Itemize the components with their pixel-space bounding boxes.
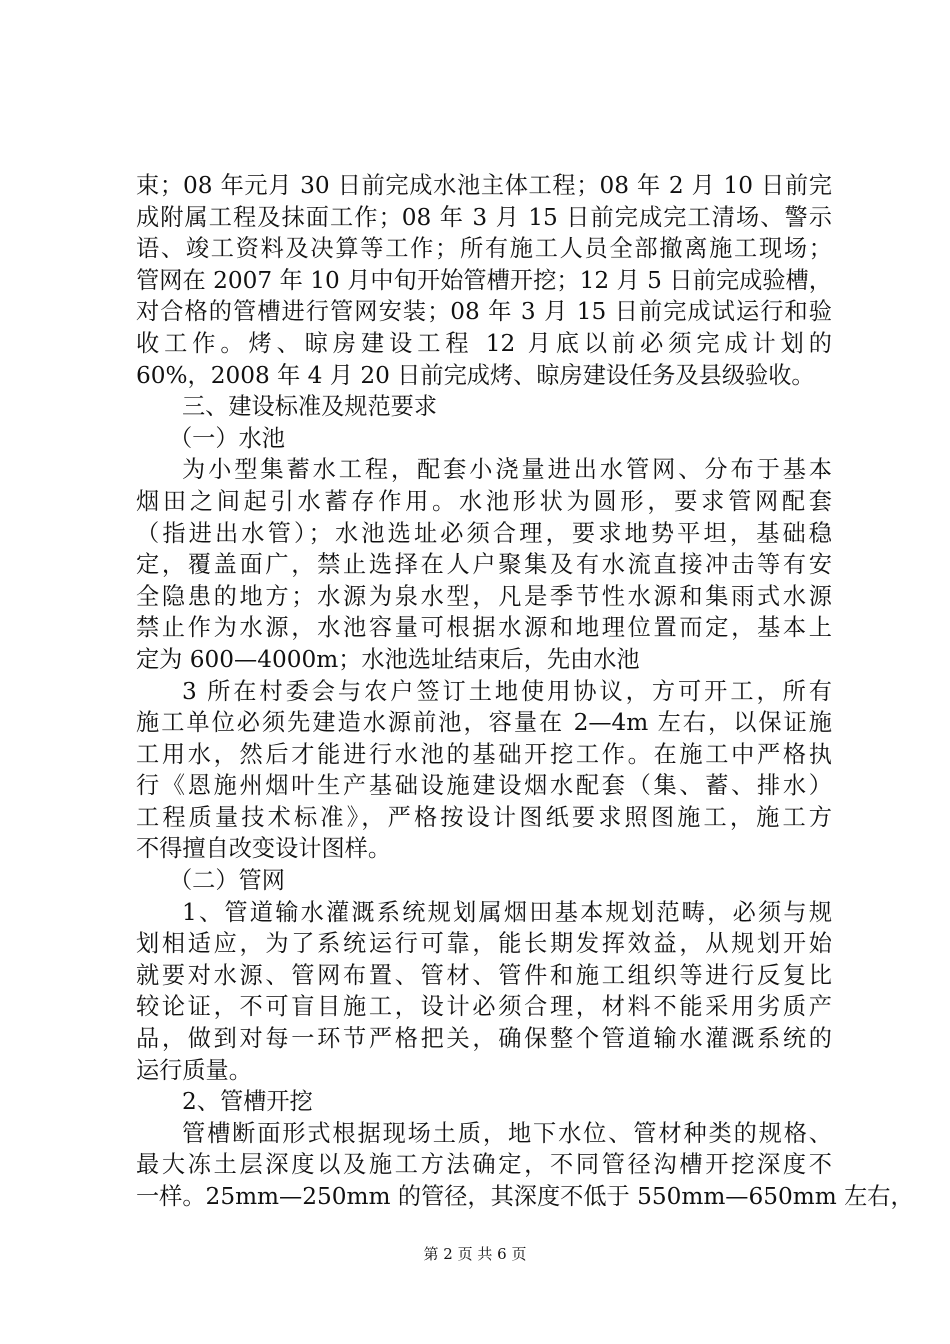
text-line: 品，做到对每一环节严格把关，确保整个管道输水灌溉系统的 (136, 1025, 832, 1053)
page-number: 第 2 页 共 6 页 (423, 1245, 527, 1263)
text-line: 烟田之间起引水蓄存作用。水池形状为圆形，要求管网配套 (136, 487, 832, 515)
text-line: 60%，2008 年 4 月 20 日前完成烤、晾房建设任务及县级验收。 (136, 361, 815, 389)
document-body (136, 170, 914, 1213)
text-line: 定为 600—4000m；水池选址结束后，先由水池 (136, 645, 640, 673)
text-line: 运行质量。 (136, 1056, 252, 1084)
text-line: 较论证，不可盲目施工，设计必须合理，材料不能采用劣质产 (136, 993, 832, 1021)
text-line: 一样。25mm—250mm 的管径，其深度不低于 550mm—650mm 左右， (136, 1183, 914, 1210)
text-line: 全隐患的地方；水源为泉水型，凡是季节性水源和集雨式水源 (136, 582, 832, 610)
text-line: 管槽断面形式根据现场土质，地下水位、管材种类的规格、 (182, 1119, 832, 1147)
text-line: 对合格的管槽进行管网安装；08 年 3 月 15 日前完成试运行和验 (136, 298, 832, 326)
text-line: 施工单位必须先建造水源前池，容量在 2—4m 左右，以保证施 (136, 709, 832, 737)
text-line: （指进出水管）；水池选址必须合理，要求地势平坦，基础稳 (136, 519, 832, 547)
text-line: 工用水，然后才能进行水池的基础开挖工作。在施工中严格执 (136, 740, 832, 768)
text-line: 语、竣工资料及决算等工作；所有施工人员全部撤离施工现场； (136, 235, 832, 263)
text-line: 工程质量技术标准》，严格按设计图纸要求照图施工，施工方 (136, 803, 832, 831)
text-line: 2、管槽开挖 (182, 1088, 313, 1116)
text-line: （一）水池 (169, 424, 285, 452)
text-line: 不得擅自改变设计图样。 (136, 835, 392, 863)
text-line: （二）管网 (169, 867, 285, 895)
text-line: 束；08 年元月 30 日前完成水池主体工程；08 年 2 月 10 日前完 (136, 172, 832, 199)
text-line: 就要对水源、管网布置、管材、管件和施工组织等进行反复比 (136, 961, 832, 989)
text-line: 三、建设标准及规范要求 (182, 393, 438, 421)
text-line: 禁止作为水源，水池容量可根据水源和地理位置而定，基本上 (136, 614, 832, 642)
text-line: 3 所在村委会与农户签订土地使用协议，方可开工，所有 (182, 677, 832, 705)
text-line: 管网在 2007 年 10 月中旬开始管槽开挖；12 月 5 日前完成验槽， (136, 266, 832, 294)
text-line: 1、管道输水灌溉系统规划属烟田基本规划范畴，必须与规 (182, 898, 832, 926)
text-line: 最大冻土层深度以及施工方法确定，不同管径沟槽开挖深度不 (136, 1151, 832, 1179)
text-line: 划相适应，为了系统运行可靠，能长期发挥效益，从规划开始 (136, 930, 832, 958)
text-line: 收工作。烤、晾房建设工程 12 月底以前必须完成计划的 (136, 329, 832, 357)
page-footer (0, 1244, 950, 1264)
text-line: 为小型集蓄水工程，配套小浇量进出水管网、分布于基本 (182, 456, 832, 484)
text-line: 行《恩施州烟叶生产基础设施建设烟水配套（集、蓄、排水） (136, 772, 832, 800)
text-line: 定，覆盖面广，禁止选择在人户聚集及有水流直接冲击等有安 (136, 551, 832, 579)
text-line: 成附属工程及抹面工作；08 年 3 月 15 日前完成完工清场、警示 (136, 203, 832, 231)
